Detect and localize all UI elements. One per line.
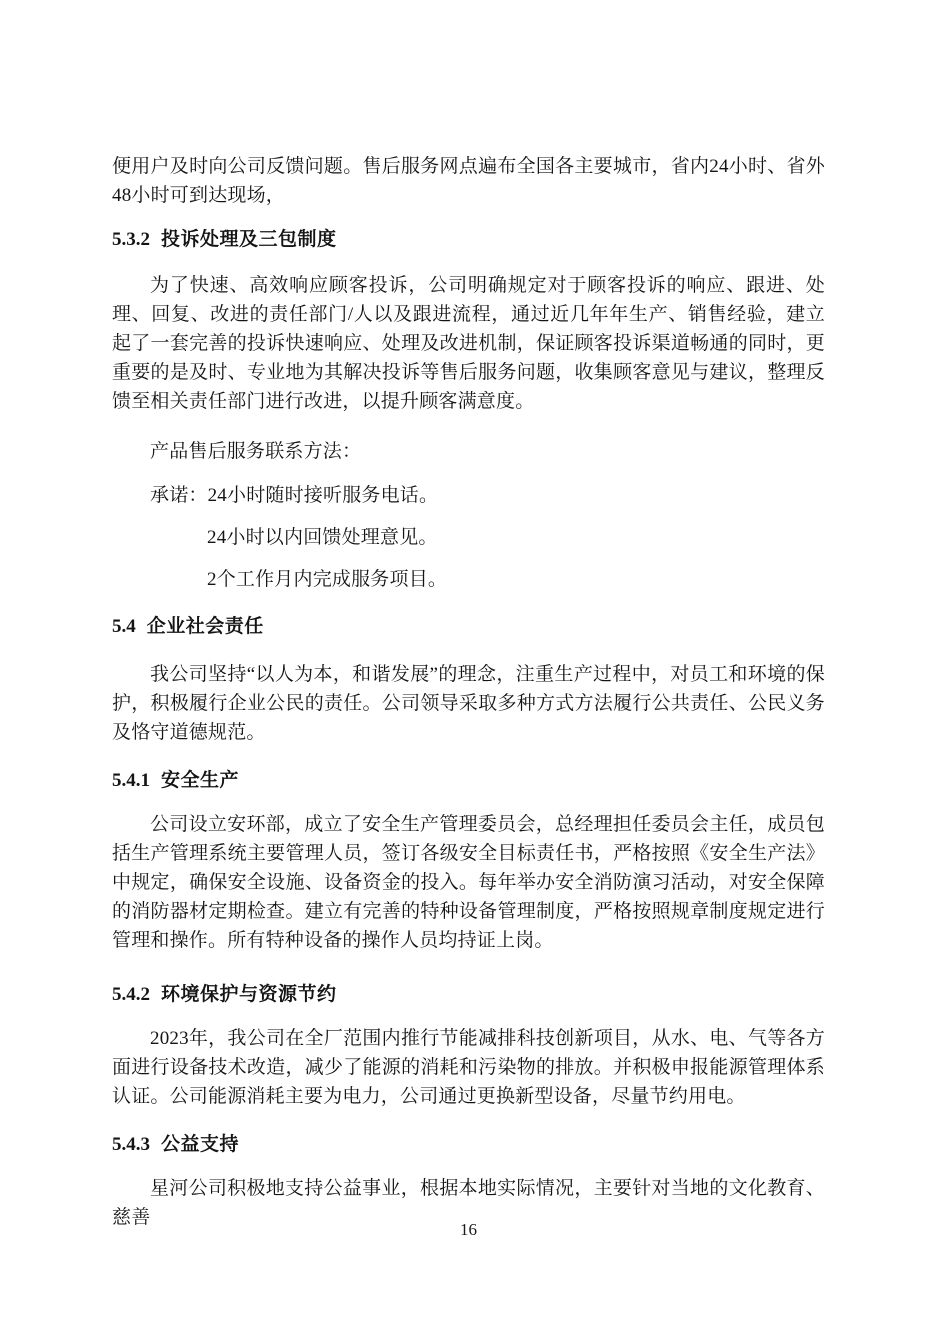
paragraph-complaint-handling: 为了快速、高效响应顾客投诉，公司明确规定对于顾客投诉的响应、跟进、处理、回复、改进的责任部门/人以及跟进流程，通过近几年年生产、销售经验，建立起了一套完善的投诉快速响应、处理及改进机制，保证顾客投诉渠道畅通的同时，更重要的是及时、专业地为其解决投诉等售后服务问题，收集顾客意见与建议，整理反馈至相关责任部门进行改进，以提升顾客满意度。 xyxy=(112,275,825,412)
paragraph-social-responsibility: 我公司坚持“以人为本，和谐发展”的理念，注重生产过程中，对员工和环境的保护，积极履行企业公民的责任。公司领导采取多种方式方法履行公共责任、公民义务及恪守道德规范。 xyxy=(112,664,825,743)
heading-5-3-2-number: 5.3.2 xyxy=(112,229,150,250)
promise-prefix: 承诺： xyxy=(150,485,208,506)
heading-5-4-3-number: 5.4.3 xyxy=(112,1134,150,1155)
promise-item-2: 24小时以内回馈处理意见。 xyxy=(207,527,438,548)
heading-5-3-2-title: 投诉处理及三包制度 xyxy=(161,229,337,250)
heading-5-4-2 xyxy=(112,980,825,1009)
heading-5-4-title: 企业社会责任 xyxy=(146,616,264,637)
page-number: 16 xyxy=(460,1220,477,1239)
paragraph-continuation: 便用户及时向公司反馈问题。售后服务网点遍布全国各主要城市，省内24小时、省外48小时可到达现场， xyxy=(112,156,825,206)
page-content xyxy=(112,152,825,1232)
heading-5-4-1 xyxy=(112,766,825,795)
after-sales-contact-label: 产品售后服务联系方法： xyxy=(150,441,362,462)
heading-5-4-2-title: 环境保护与资源节约 xyxy=(161,984,337,1005)
heading-5-4-1-title: 安全生产 xyxy=(161,770,240,791)
heading-5-4-1-number: 5.4.1 xyxy=(112,770,150,791)
heading-5-4-2-number: 5.4.2 xyxy=(112,984,150,1005)
heading-5-4-3 xyxy=(112,1130,825,1159)
paragraph-environment-protection: 2023年，我公司在全厂范围内推行节能减排科技创新项目，从水、电、气等各方面进行设备技术改造，减少了能源的消耗和污染物的排放。并积极申报能源管理体系认证。公司能源消耗主要为电力，公司通过更换新型设备，尽量节约用电。 xyxy=(112,1028,825,1107)
heading-5-4-number: 5.4 xyxy=(112,616,136,637)
paragraph-public-welfare: 星河公司积极地支持公益事业，根据本地实际情况，主要针对当地的文化教育、慈善 xyxy=(112,1178,825,1228)
promise-item-1: 24小时随时接听服务电话。 xyxy=(207,485,439,506)
heading-5-3-2 xyxy=(112,225,825,254)
heading-5-4-3-title: 公益支持 xyxy=(161,1134,240,1155)
promise-line-1 xyxy=(112,481,825,510)
paragraph-safety-production: 公司设立安环部，成立了安全生产管理委员会，总经理担任委员会主任，成员包括生产管理系统主要管理人员，签订各级安全目标责任书，严格按照《安全生产法》中规定，确保安全设施、设备资金的投入。每年举办安全消防演习活动，对安全保障的消防器材定期检查。建立有完善的特种设备管理制度，严格按照规章制度规定进行管理和操作。所有特种设备的操作人员均持证上岗。 xyxy=(112,814,825,951)
heading-5-4 xyxy=(112,612,825,641)
promise-item-3: 2个工作月内完成服务项目。 xyxy=(207,569,448,590)
